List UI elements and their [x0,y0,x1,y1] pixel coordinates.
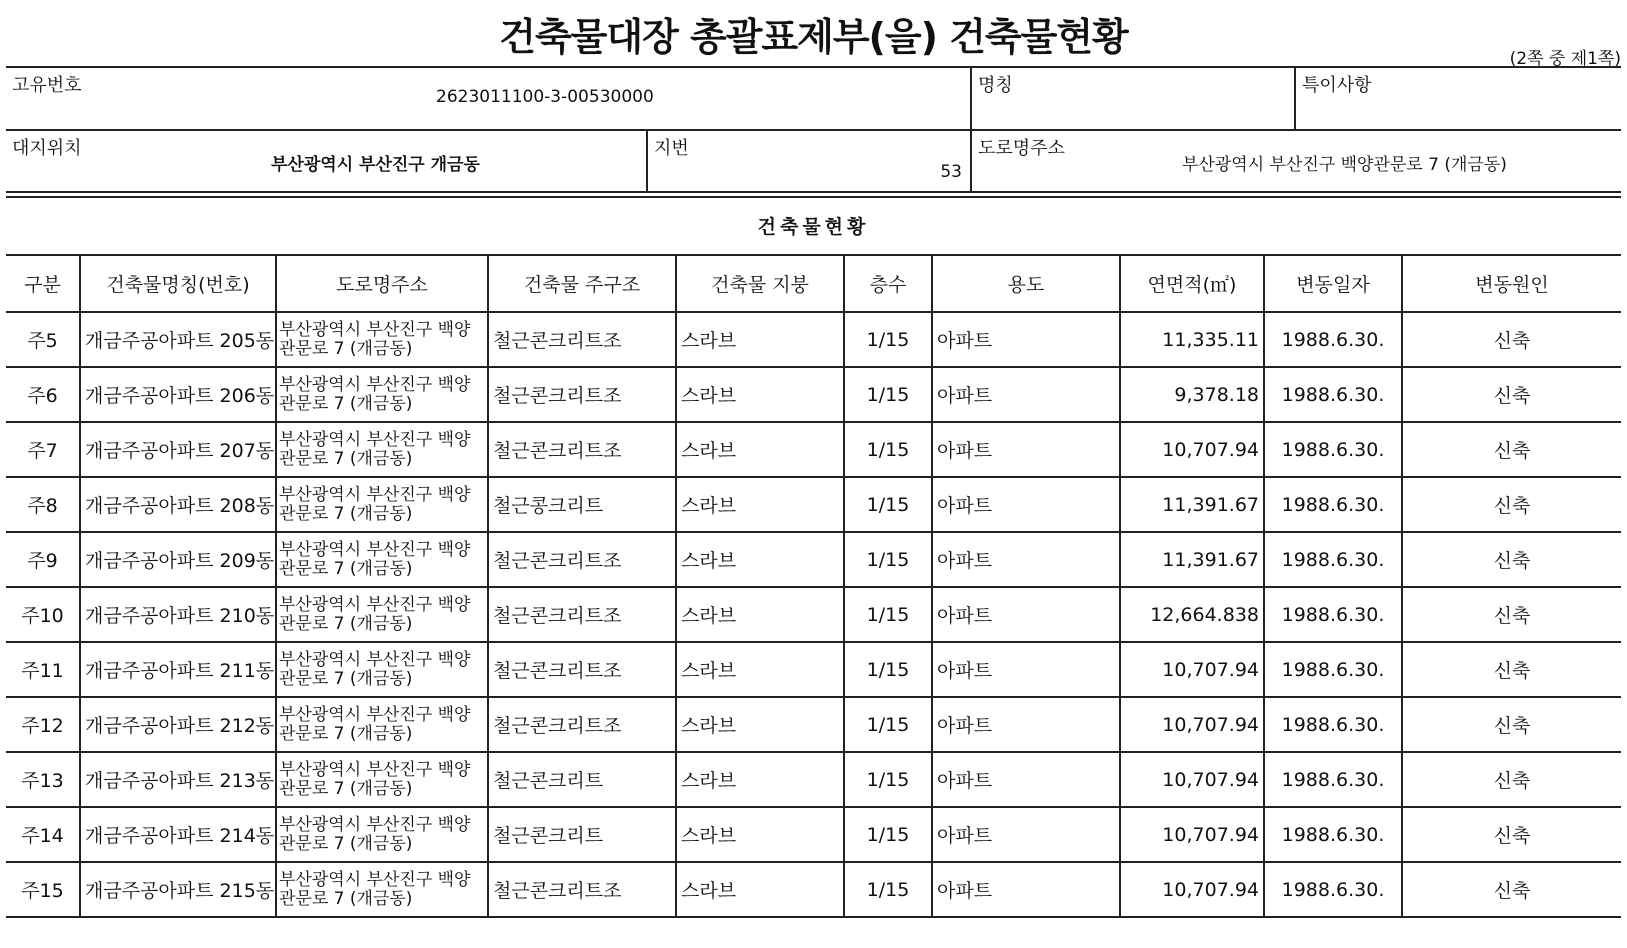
row-road-address: 부산광역시 부산진구 백양관문로 7 (개금동) [276,367,488,422]
row-floor-area: 11,335.11 [1120,312,1264,367]
row-building-name: 개금주공아파트 210동 [80,587,276,642]
site-value: 부산광역시 부산진구 개금동 [271,155,480,175]
row-road-address: 부산광역시 부산진구 백양관문로 7 (개금동) [276,422,488,477]
header-row-1 [6,67,1621,129]
row-floors: 1/15 [844,752,932,807]
row-main-structure: 철근콘크리트 [488,807,676,862]
row-floors: 1/15 [844,477,932,532]
row-change-date: 1988.6.30. [1264,752,1402,807]
row-roof: 스라브 [676,367,844,422]
row-roof: 스라브 [676,587,844,642]
row-floors: 1/15 [844,367,932,422]
divider [6,196,1621,198]
row-floors: 1/15 [844,642,932,697]
row-road-address: 부산광역시 부산진구 백양관문로 7 (개금동) [276,532,488,587]
row-main-structure: 철근콘크리트조 [488,312,676,367]
row-road-address: 부산광역시 부산진구 백양관문로 7 (개금동) [276,587,488,642]
row-road-address: 부산광역시 부산진구 백양관문로 7 (개금동) [276,642,488,697]
row-floors: 1/15 [844,422,932,477]
row-roof: 스라브 [676,697,844,752]
row-building-name: 개금주공아파트 211동 [80,642,276,697]
row-roof: 스라브 [676,477,844,532]
column-header: 구분 [6,255,80,312]
column-header: 건축물명칭(번호) [80,255,276,312]
row-change-cause: 신축 [1402,422,1621,477]
row-change-cause: 신축 [1402,697,1621,752]
row-change-cause: 신축 [1402,587,1621,642]
row-building-name: 개금주공아파트 215동 [80,862,276,917]
table-row [6,807,1621,862]
remarks-label: 특이사항 [1302,75,1372,96]
row-main-structure: 철근콩크리트 [488,477,676,532]
column-header: 층수 [844,255,932,312]
name-cell [972,67,1296,129]
table-row [6,422,1621,477]
unique-no-cell [6,67,972,129]
lot-cell [648,130,972,192]
row-use: 아파트 [932,807,1120,862]
row-change-cause: 신축 [1402,312,1621,367]
row-use: 아파트 [932,642,1120,697]
site-label: 대지위치 [12,138,82,159]
row-building-name: 개금주공아파트 209동 [80,532,276,587]
row-division: 주5 [6,312,80,367]
row-change-date: 1988.6.30. [1264,587,1402,642]
row-floors: 1/15 [844,697,932,752]
row-main-structure: 철근콘크리트조 [488,642,676,697]
table-row [6,312,1621,367]
row-change-date: 1988.6.30. [1264,807,1402,862]
table-row [6,367,1621,422]
row-roof: 스라브 [676,642,844,697]
row-main-structure: 철근콘크리트 [488,752,676,807]
row-floor-area: 10,707.94 [1120,422,1264,477]
row-roof: 스라브 [676,532,844,587]
row-division: 주9 [6,532,80,587]
row-road-address: 부산광역시 부산진구 백양관문로 7 (개금동) [276,312,488,367]
header-row-2 [6,130,1621,192]
row-use: 아파트 [932,367,1120,422]
lot-label: 지번 [654,138,689,159]
row-floors: 1/15 [844,587,932,642]
row-change-cause: 신축 [1402,367,1621,422]
row-division: 주14 [6,807,80,862]
table-row [6,477,1621,532]
table-row [6,697,1621,752]
row-floors: 1/15 [844,312,932,367]
row-use: 아파트 [932,312,1120,367]
row-division: 주11 [6,642,80,697]
column-header: 변동일자 [1264,255,1402,312]
unique-no-label: 고유번호 [12,75,82,96]
row-change-cause: 신축 [1402,807,1621,862]
row-change-date: 1988.6.30. [1264,862,1402,917]
row-roof: 스라브 [676,422,844,477]
row-use: 아파트 [932,862,1120,917]
row-building-name: 개금주공아파트 205동 [80,312,276,367]
row-change-date: 1988.6.30. [1264,312,1402,367]
table-row [6,862,1621,917]
row-change-cause: 신축 [1402,532,1621,587]
row-building-name: 개금주공아파트 212동 [80,697,276,752]
row-use: 아파트 [932,532,1120,587]
row-roof: 스라브 [676,752,844,807]
column-header: 변동원인 [1402,255,1621,312]
row-main-structure: 철근콘크리트조 [488,697,676,752]
road-address-label: 도로명주소 [978,138,1065,159]
row-division: 주8 [6,477,80,532]
row-change-date: 1988.6.30. [1264,367,1402,422]
row-building-name: 개금주공아파트 208동 [80,477,276,532]
row-roof: 스라브 [676,312,844,367]
row-change-date: 1988.6.30. [1264,532,1402,587]
row-main-structure: 철근콘크리트조 [488,862,676,917]
row-road-address: 부산광역시 부산진구 백양관문로 7 (개금동) [276,477,488,532]
row-main-structure: 철근콘크리트조 [488,532,676,587]
row-division: 주15 [6,862,80,917]
table-row [6,587,1621,642]
section-title: 건축물현황 [757,216,870,238]
row-road-address: 부산광역시 부산진구 백양관문로 7 (개금동) [276,697,488,752]
row-use: 아파트 [932,752,1120,807]
row-main-structure: 철근콘크리트조 [488,422,676,477]
row-floor-area: 10,707.94 [1120,697,1264,752]
row-change-cause: 신축 [1402,477,1621,532]
lot-value: 53 [940,162,962,182]
row-change-date: 1988.6.30. [1264,642,1402,697]
row-division: 주13 [6,752,80,807]
row-use: 아파트 [932,697,1120,752]
row-floor-area: 10,707.94 [1120,752,1264,807]
divider [6,191,1621,193]
page-info: (2쪽 중 제1쪽) [1509,49,1621,69]
row-building-name: 개금주공아파트 213동 [80,752,276,807]
row-road-address: 부산광역시 부산진구 백양관문로 7 (개금동) [276,752,488,807]
row-building-name: 개금주공아파트 206동 [80,367,276,422]
row-change-date: 1988.6.30. [1264,477,1402,532]
row-floor-area: 10,707.94 [1120,807,1264,862]
row-floor-area: 10,707.94 [1120,642,1264,697]
row-use: 아파트 [932,422,1120,477]
column-header: 건축물 지붕 [676,255,844,312]
row-floor-area: 11,391.67 [1120,532,1264,587]
row-roof: 스라브 [676,862,844,917]
row-use: 아파트 [932,587,1120,642]
row-floor-area: 10,707.94 [1120,862,1264,917]
row-floors: 1/15 [844,807,932,862]
row-change-date: 1988.6.30. [1264,422,1402,477]
row-division: 주10 [6,587,80,642]
row-floor-area: 9,378.18 [1120,367,1264,422]
row-building-name: 개금주공아파트 207동 [80,422,276,477]
table-row [6,532,1621,587]
row-road-address: 부산광역시 부산진구 백양관문로 7 (개금동) [276,807,488,862]
column-header: 건축물 주구조 [488,255,676,312]
row-floors: 1/15 [844,532,932,587]
row-use: 아파트 [932,477,1120,532]
table-header-row [6,255,1621,312]
remarks-cell [1296,67,1621,129]
row-change-date: 1988.6.30. [1264,697,1402,752]
row-division: 주7 [6,422,80,477]
row-division: 주12 [6,697,80,752]
building-status-table [6,254,1621,918]
table-row [6,752,1621,807]
row-road-address: 부산광역시 부산진구 백양관문로 7 (개금동) [276,862,488,917]
road-address-value: 부산광역시 부산진구 백양관문로 7 (개금동) [1182,155,1507,175]
table-row [6,642,1621,697]
unique-no-value: 2623011100-3-00530000 [436,87,654,107]
row-change-cause: 신축 [1402,752,1621,807]
column-header: 용도 [932,255,1120,312]
row-roof: 스라브 [676,807,844,862]
row-main-structure: 철근콘크리트조 [488,367,676,422]
row-floor-area: 12,664.838 [1120,587,1264,642]
row-change-cause: 신축 [1402,642,1621,697]
row-change-cause: 신축 [1402,862,1621,917]
column-header: 도로명주소 [276,255,488,312]
road-address-cell [972,130,1621,192]
column-header: 연면적(㎡) [1120,255,1264,312]
row-floors: 1/15 [844,862,932,917]
document-title: 건축물대장 총괄표제부(을) 건축물현황 [499,15,1128,59]
row-main-structure: 철근콘크리트조 [488,587,676,642]
site-cell [6,130,648,192]
row-division: 주6 [6,367,80,422]
row-floor-area: 11,391.67 [1120,477,1264,532]
row-building-name: 개금주공아파트 214동 [80,807,276,862]
name-label: 명칭 [978,75,1013,96]
